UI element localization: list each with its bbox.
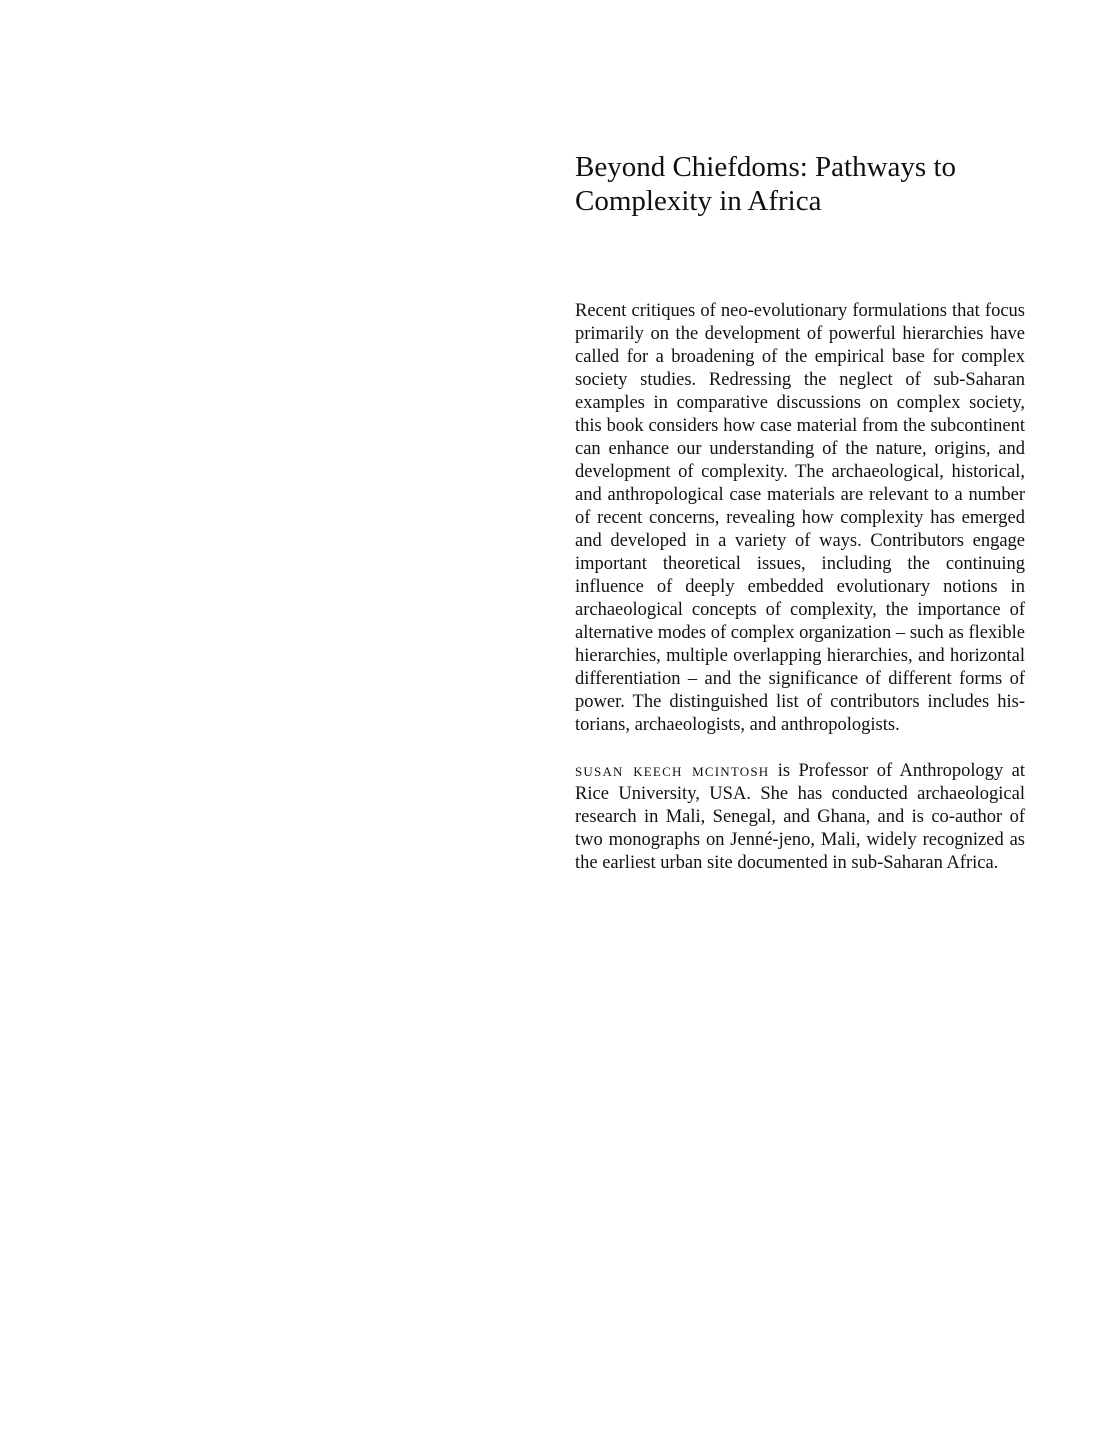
author-name: susan keech mcintosh bbox=[575, 761, 770, 781]
book-title bbox=[575, 150, 1025, 218]
text-column bbox=[575, 150, 1025, 875]
book-title-line-1: Beyond Chiefdoms: Pathways to bbox=[575, 151, 957, 183]
book-description: Recent critiques of neo-evolutionary formulations that focus primarily on the development of powerful hierarchies have called for a broadening of the empirical base for complex society studies. Redressing the neglect of sub-Saharan examples in comparative discussions on complex society, this book considers how case material from the subcontinent can enhance our understanding of the nature, origins, and development of complexity. The archaeological, historical, and anthropological case materials are relevant to a number of recent concerns, revealing how complexity has emerged and developed in a variety of ways. Contributors engage important theoretical issues, including the continuing influence of deeply embedded evolutionary notions in archaeological concepts of complexity, the importance of alternative modes of complex organization – such as flexible hierarchies, multiple overlapping hierarchies, and horizontal differentiation – and the significance of different forms of power. The distinguished list of contributors includes historians, archaeologists, and anthropologists. bbox=[575, 301, 1025, 735]
author-bio-text: is Professor of Anthropology at Rice University, USA. She has conducted archaeological research in Mali, Senegal, and Ghana, and is co-author of two monographs on Jenné-jeno, Mali, widely recognized as the earliest urban site documented in sub-Saharan Africa. bbox=[575, 761, 1025, 873]
author-bio bbox=[575, 760, 1025, 875]
book-title-line-2: Complexity in Africa bbox=[575, 185, 822, 217]
